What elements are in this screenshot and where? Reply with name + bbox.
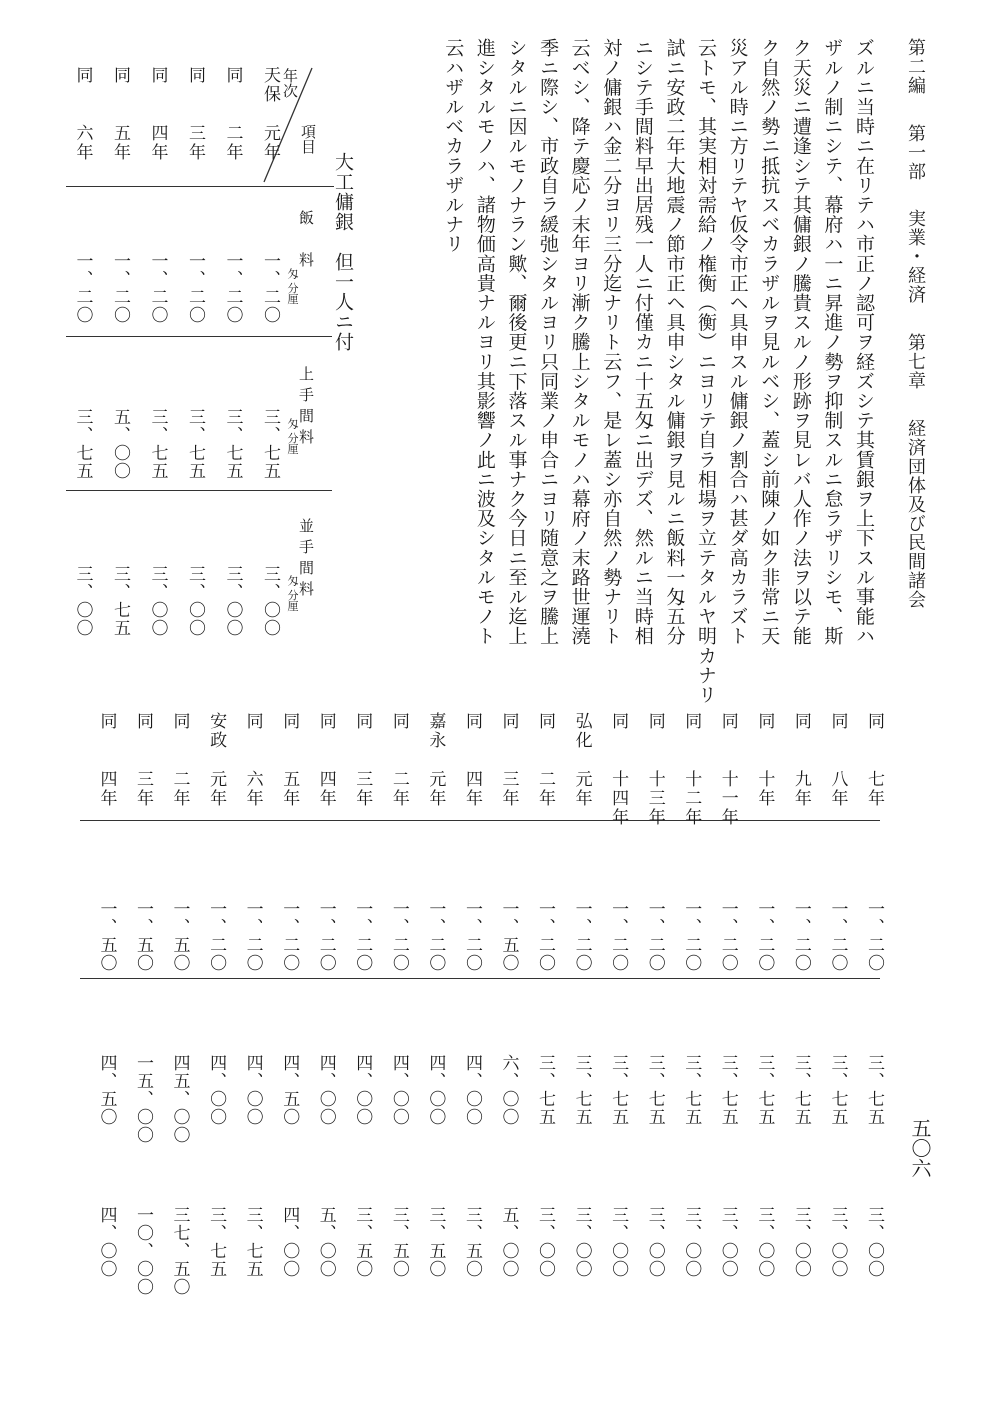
- row-era: 同: [864, 712, 884, 731]
- row-ordinary-value: 三、〇〇: [72, 565, 93, 637]
- row-era: 同: [72, 66, 93, 85]
- row-skilled-value: 三、七五: [260, 408, 280, 480]
- row-era: 天保: [260, 66, 280, 104]
- row-ordinary-value: 三、七五: [206, 1206, 227, 1278]
- body-line: シタルニ因ルモノナラン歟、爾後更ニ下落スル事ナク今日ニ至ル迄上: [505, 38, 528, 646]
- row-era: 同: [498, 712, 519, 731]
- unit-food: 匁 分厘: [286, 268, 299, 305]
- page-number: 五〇六: [908, 1118, 932, 1178]
- row-era: 同: [754, 712, 775, 731]
- row-ordinary-value: 四、〇〇: [279, 1206, 300, 1278]
- row-ordinary-value: 三七、五〇: [169, 1206, 190, 1296]
- table-title: 大工傭銀 但一人ニ付: [332, 152, 354, 352]
- row-ordinary-value: 三、〇〇: [790, 1206, 811, 1278]
- row-skilled-value: 四、〇〇: [242, 1054, 263, 1126]
- row-ordinary-value: 三、七五: [110, 565, 130, 637]
- row-food-value: 一、二〇: [571, 900, 592, 972]
- top-table-rule: [66, 336, 332, 337]
- top-table-rule: [66, 490, 332, 491]
- row-food-value: 一、二〇: [242, 900, 263, 972]
- row-food-value: 一、五〇: [96, 900, 117, 972]
- row-ordinary-value: 三、〇〇: [717, 1206, 738, 1278]
- row-year: 六年: [72, 124, 93, 162]
- row-year: 元年: [425, 770, 446, 808]
- row-era: 同: [608, 712, 629, 731]
- row-food-value: 一、五〇: [133, 900, 153, 972]
- row-food-value: 一、二〇: [222, 252, 243, 324]
- row-skilled-value: 三、七五: [147, 408, 168, 480]
- header-skilled: 上手間料: [297, 366, 315, 450]
- row-era: 同: [242, 712, 263, 731]
- row-food-value: 一、二〇: [72, 252, 93, 324]
- row-year: 四年: [461, 770, 482, 808]
- row-ordinary-value: 三、七五: [242, 1206, 263, 1278]
- row-year: 十二年: [681, 770, 702, 827]
- body-line: ザルノ制ニシテ、幕府ハ一ニ昇進ノ勢ヲ抑制スルニ怠ラザリシモ、斯: [821, 38, 844, 646]
- row-year: 十年: [754, 770, 775, 808]
- row-year: 十四年: [608, 770, 629, 827]
- row-skilled-value: 三、七五: [222, 408, 243, 480]
- row-food-value: 一、二〇: [315, 900, 336, 972]
- row-year: 四年: [147, 124, 168, 162]
- row-era: 同: [110, 66, 130, 85]
- row-ordinary-value: 三、五〇: [388, 1206, 409, 1278]
- row-year: 三年: [352, 770, 373, 808]
- body-line: 云トモ、其実相対需給ノ権衡（衡）ニヨリテ自ラ相場ヲ立テタルヤ明カナリ: [695, 38, 718, 705]
- row-era: 同: [790, 712, 811, 731]
- row-year: 元年: [260, 124, 280, 162]
- row-food-value: 一、二〇: [352, 900, 373, 972]
- row-ordinary-value: 三、五〇: [461, 1206, 482, 1278]
- body-line: ニシテ手間料早出居残一人ニ付僅カニ十五匁ニ出デズ、然ルニ当時相: [631, 38, 654, 646]
- header-item-label: 項目: [299, 124, 317, 154]
- header-ordinary: 並手間料: [297, 518, 315, 602]
- row-food-value: 一、二〇: [147, 252, 168, 324]
- row-ordinary-value: 三、〇〇: [185, 565, 205, 637]
- row-skilled-value: 四、〇〇: [461, 1054, 482, 1126]
- row-era: 同: [96, 712, 117, 731]
- row-skilled-value: 六、〇〇: [498, 1054, 519, 1126]
- body-line: 進シタルモノハ、諸物価高貴ナルヨリ其影響ノ此ニ波及シタルモノト: [473, 38, 496, 646]
- section-label: 実業・経済: [905, 209, 926, 305]
- row-skilled-value: 三、七五: [681, 1054, 702, 1126]
- row-year: 二年: [169, 770, 190, 808]
- body-line: 云ハザルベカラザルナリ: [442, 38, 465, 254]
- row-skilled-value: 三、七五: [827, 1054, 848, 1126]
- row-era: 同: [827, 712, 848, 731]
- volume-label: 第二編: [905, 38, 926, 95]
- row-era: 同: [388, 712, 409, 731]
- row-skilled-value: 五、〇〇: [110, 408, 130, 480]
- row-ordinary-value: 五、〇〇: [498, 1206, 519, 1278]
- row-food-value: 一、二〇: [461, 900, 482, 972]
- row-year: 三年: [498, 770, 519, 808]
- row-skilled-value: 四、五〇: [279, 1054, 300, 1126]
- row-skilled-value: 四、五〇: [96, 1054, 117, 1126]
- row-year: 三年: [185, 124, 205, 162]
- row-era: 同: [147, 66, 168, 85]
- row-year: 元年: [571, 770, 592, 808]
- row-food-value: 一、五〇: [498, 900, 519, 972]
- row-skilled-value: 三、七五: [571, 1054, 592, 1126]
- row-skilled-value: 三、七五: [644, 1054, 665, 1126]
- row-ordinary-value: 三、〇〇: [754, 1206, 775, 1278]
- row-ordinary-value: 三、〇〇: [222, 565, 243, 637]
- row-era: 同: [169, 712, 190, 731]
- row-era: 同: [279, 712, 300, 731]
- body-line: 云ベシ、降テ慶応ノ末年ヨリ漸ク騰上シタルモノハ幕府ノ末路世運澆: [568, 38, 591, 646]
- row-skilled-value: 四、〇〇: [352, 1054, 373, 1126]
- row-food-value: 一、二〇: [754, 900, 775, 972]
- row-era: 同: [717, 712, 738, 731]
- row-food-value: 一、二〇: [790, 900, 811, 972]
- row-skilled-value: 四、〇〇: [388, 1054, 409, 1126]
- row-year: 十三年: [644, 770, 665, 827]
- body-line: ズルニ当時ニ在リテハ市正ノ認可ヲ経ズシテ其賃銀ヲ上下スル事能ハ: [853, 38, 875, 646]
- row-food-value: 一、二〇: [279, 900, 300, 972]
- row-ordinary-value: 三、〇〇: [147, 565, 168, 637]
- row-food-value: 一、二〇: [260, 252, 280, 324]
- row-food-value: 一、二〇: [535, 900, 556, 972]
- row-ordinary-value: 三、〇〇: [864, 1206, 884, 1278]
- row-year: 七年: [864, 770, 884, 808]
- row-era: 同: [681, 712, 702, 731]
- bottom-table-rule: [80, 978, 880, 979]
- row-skilled-value: 四、〇〇: [425, 1054, 446, 1126]
- row-food-value: 一、二〇: [110, 252, 130, 324]
- part-label: 第一部: [905, 123, 926, 181]
- body-line: 対ノ傭銀ハ金二分ヨリ三分迄ナリト云フ、是レ蓋シ亦自然ノ勢ナリト: [600, 38, 623, 646]
- row-era: 弘化: [571, 712, 592, 750]
- body-text: [437, 38, 879, 705]
- row-ordinary-value: 一〇、〇〇: [133, 1206, 153, 1296]
- row-food-value: 一、二〇: [425, 900, 446, 972]
- row-year: 五年: [110, 124, 130, 162]
- row-ordinary-value: 三、〇〇: [535, 1206, 556, 1278]
- row-ordinary-value: 三、〇〇: [260, 565, 280, 637]
- row-era: 同: [315, 712, 336, 731]
- body-line: ク自然ノ勢ニ抵抗スベカラザルヲ見ルベシ、蓋シ前陳ノ如ク非常ニ天: [758, 38, 781, 646]
- row-ordinary-value: 三、〇〇: [644, 1206, 665, 1278]
- row-year: 九年: [790, 770, 811, 808]
- row-year: 五年: [279, 770, 300, 808]
- row-era: 同: [133, 712, 153, 731]
- row-food-value: 一、二〇: [185, 252, 205, 324]
- row-food-value: 一、二〇: [717, 900, 738, 972]
- row-year: 二年: [535, 770, 556, 808]
- row-year: 二年: [388, 770, 409, 808]
- row-ordinary-value: 四、〇〇: [96, 1206, 117, 1278]
- row-food-value: 一、五〇: [169, 900, 190, 972]
- row-food-value: 一、二〇: [644, 900, 665, 972]
- running-head: [902, 38, 928, 678]
- row-skilled-value: 三、七五: [608, 1054, 629, 1126]
- row-skilled-value: 四五、〇〇: [169, 1054, 190, 1144]
- row-year: 四年: [315, 770, 336, 808]
- row-food-value: 一、二〇: [681, 900, 702, 972]
- row-skilled-value: 三、七五: [72, 408, 93, 480]
- row-food-value: 一、二〇: [827, 900, 848, 972]
- row-ordinary-value: 三、五〇: [352, 1206, 373, 1278]
- body-line: ク天災ニ遭逢シテ其傭銀ノ騰貴スルノ形跡ヲ見レバ人作ノ法ヲ以テ能: [789, 38, 812, 646]
- row-food-value: 一、二〇: [388, 900, 409, 972]
- header-food: 飯 料: [297, 210, 315, 273]
- row-year: 元年: [206, 770, 227, 808]
- body-line: 季ニ際シ、市政自ラ緩弛シタルヨリ只同業ノ申合ニヨリ随意之ヲ騰上: [537, 38, 560, 646]
- chapter-label: 第七章: [905, 333, 926, 391]
- row-skilled-value: 三、七五: [754, 1054, 775, 1126]
- row-year: 三年: [133, 770, 153, 808]
- row-year: 十一年: [717, 770, 738, 827]
- row-year: 八年: [827, 770, 848, 808]
- body-line: 災アル時ニ方リテヤ仮令市正ヘ具申スル傭銀ノ割合ハ甚ダ高カラズト: [726, 38, 749, 646]
- row-era: 同: [222, 66, 243, 85]
- row-year: 二年: [222, 124, 243, 162]
- row-food-value: 一、二〇: [864, 900, 884, 972]
- row-skilled-value: 四、〇〇: [315, 1054, 336, 1126]
- bottom-table-rule: [80, 820, 880, 821]
- row-era: 安政: [206, 712, 227, 750]
- row-skilled-value: 三、七五: [535, 1054, 556, 1126]
- row-skilled-value: 三、七五: [185, 408, 205, 480]
- row-skilled-value: 一五、〇〇: [133, 1054, 153, 1144]
- row-era: 同: [644, 712, 665, 731]
- row-era: 嘉永: [425, 712, 446, 750]
- row-skilled-value: 四、〇〇: [206, 1054, 227, 1126]
- row-skilled-value: 三、七五: [790, 1054, 811, 1126]
- body-line: 試ニ安政二年大地震ノ節市正ヘ具申シタル傭銀ヲ見ルニ飯料一匁五分: [663, 38, 686, 646]
- row-ordinary-value: 三、〇〇: [608, 1206, 629, 1278]
- row-food-value: 一、二〇: [206, 900, 227, 972]
- header-year-label: 年次: [281, 68, 299, 98]
- row-ordinary-value: 三、五〇: [425, 1206, 446, 1278]
- unit-skilled: 匁 分厘: [286, 418, 299, 455]
- row-food-value: 一、二〇: [608, 900, 629, 972]
- row-skilled-value: 三、七五: [717, 1054, 738, 1126]
- unit-ordinary: 匁 分厘: [286, 575, 299, 612]
- row-ordinary-value: 三、〇〇: [827, 1206, 848, 1278]
- row-skilled-value: 三、七五: [864, 1054, 884, 1126]
- row-era: 同: [352, 712, 373, 731]
- row-year: 六年: [242, 770, 263, 808]
- row-ordinary-value: 三、〇〇: [681, 1206, 702, 1278]
- chapter-title: 経済団体及び民間諸会: [905, 418, 926, 609]
- row-ordinary-value: 五、〇〇: [315, 1206, 336, 1278]
- row-year: 四年: [96, 770, 117, 808]
- row-ordinary-value: 三、〇〇: [571, 1206, 592, 1278]
- row-era: 同: [461, 712, 482, 731]
- top-table-rule: [66, 186, 334, 187]
- row-era: 同: [535, 712, 556, 731]
- row-era: 同: [185, 66, 205, 85]
